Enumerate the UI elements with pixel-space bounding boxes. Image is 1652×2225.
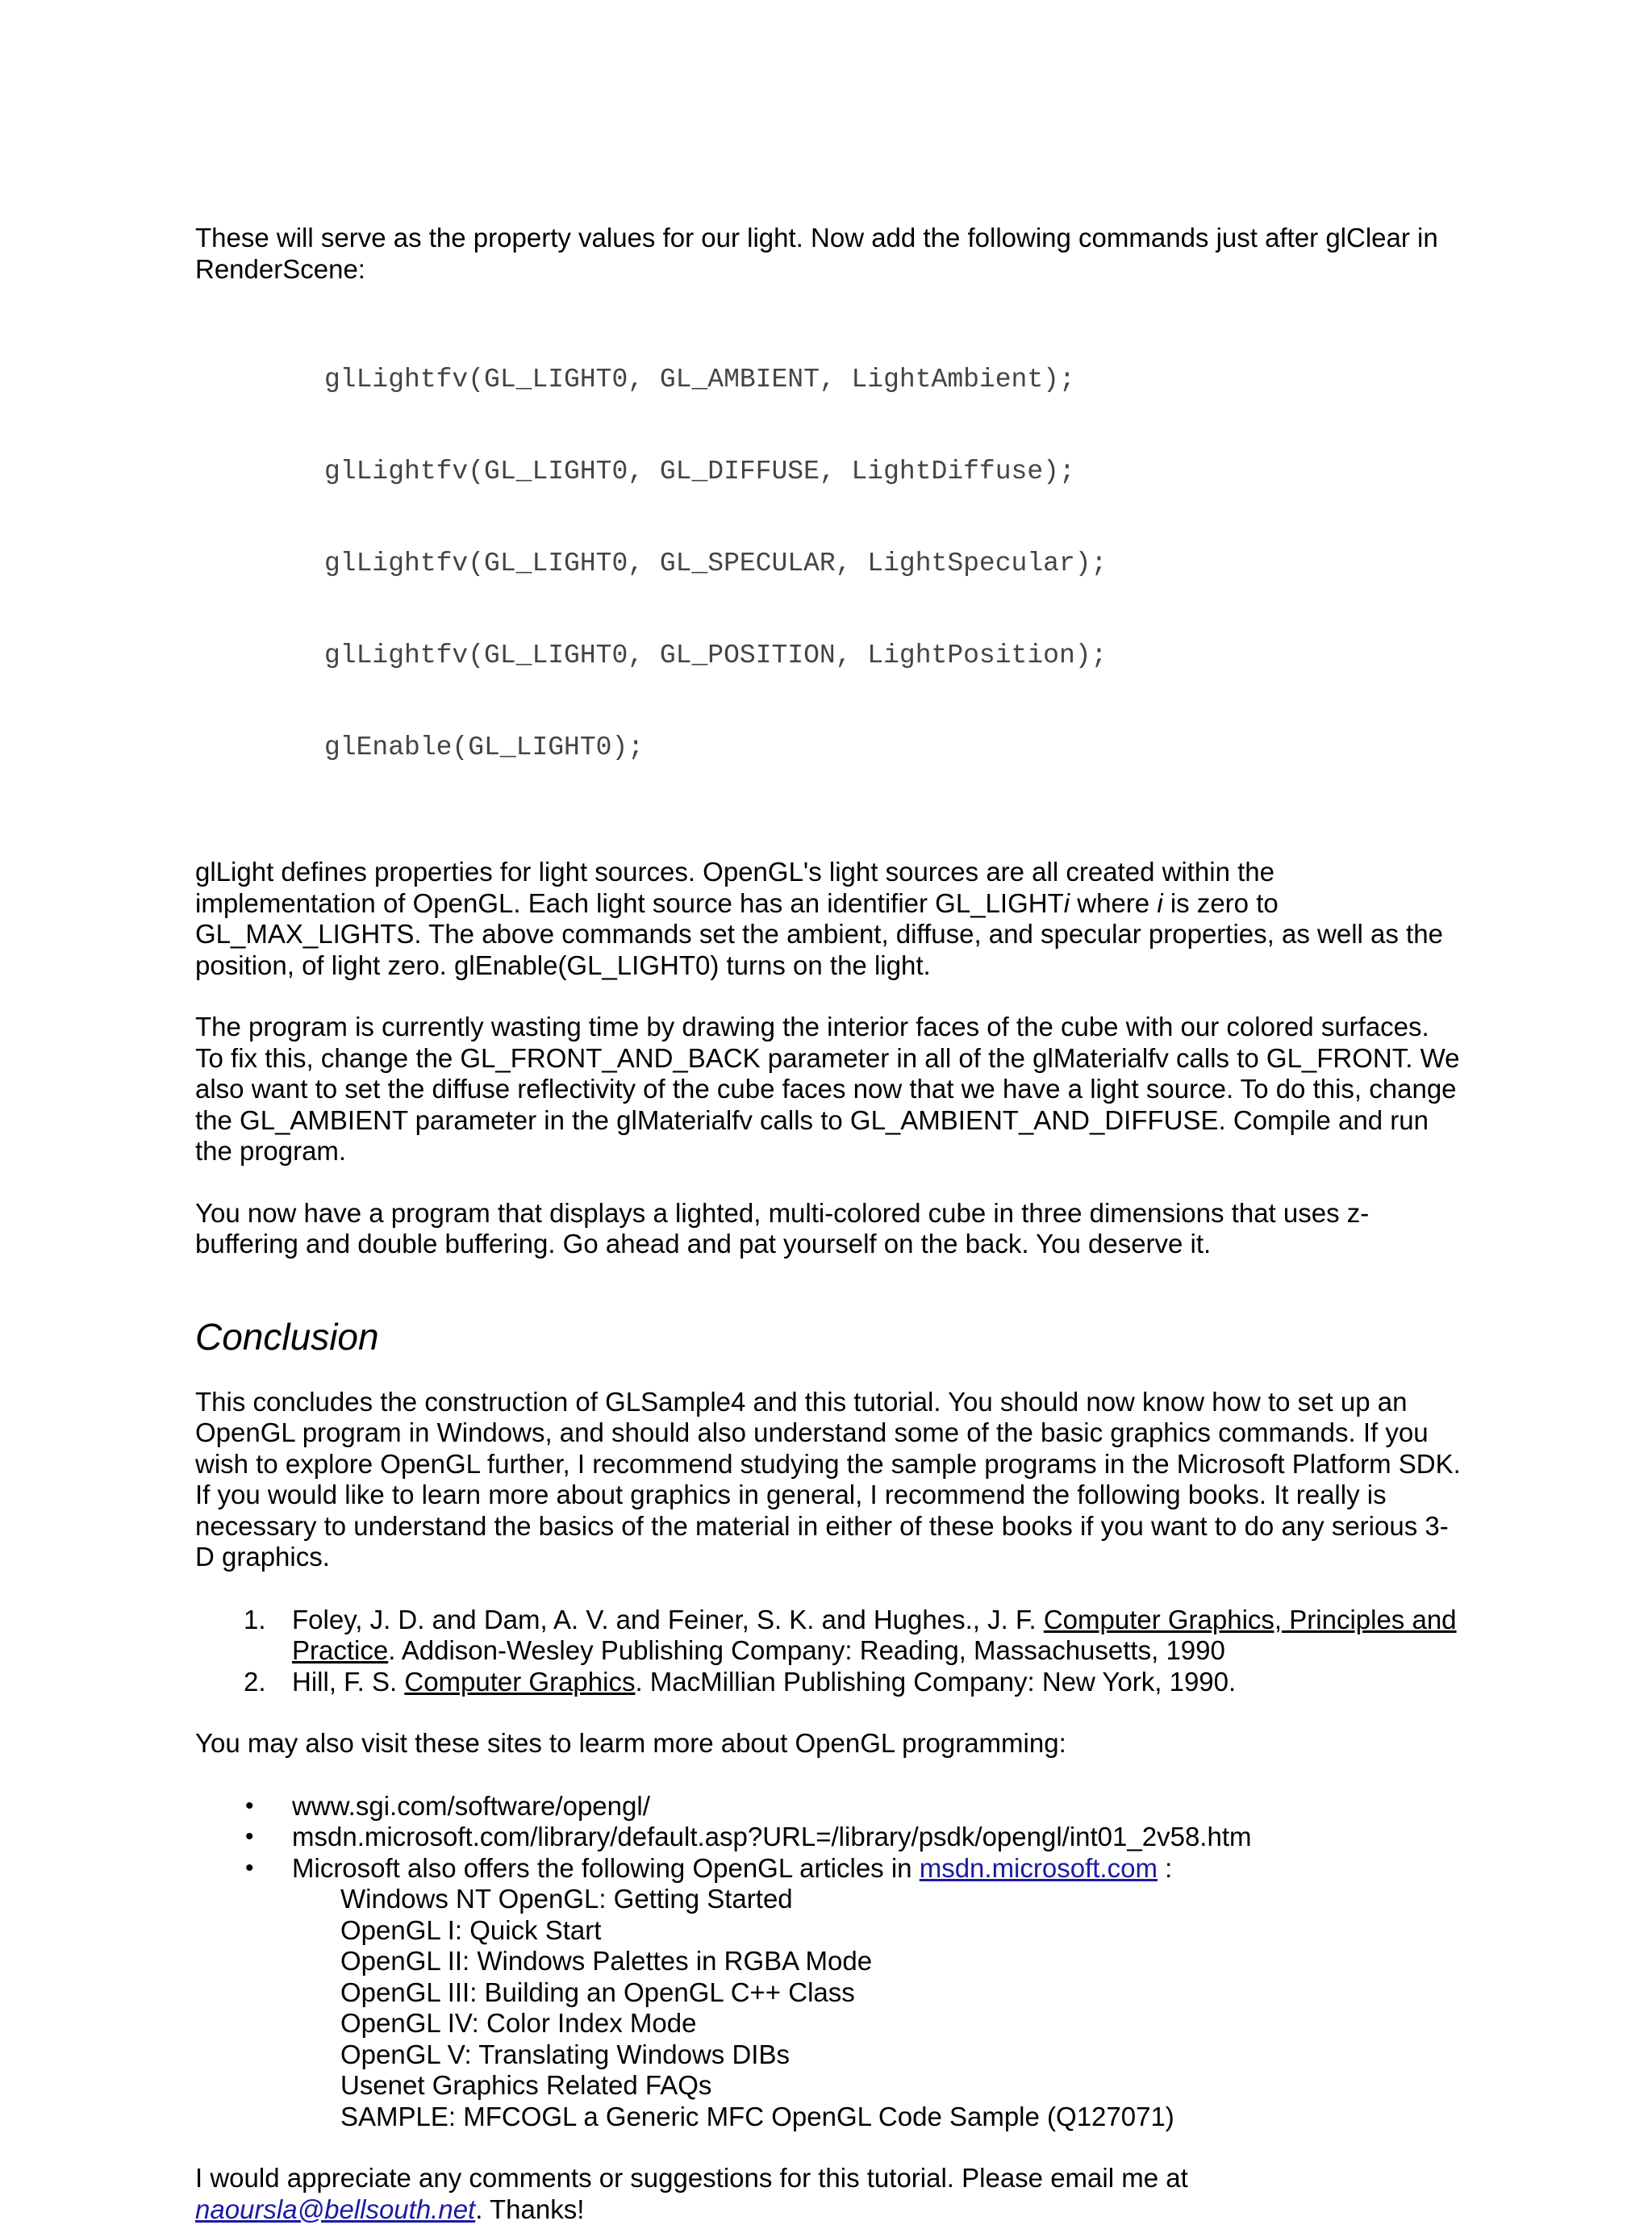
msdn-link[interactable]: msdn.microsoft.com bbox=[919, 1852, 1158, 1883]
code-line: glEnable(GL_LIGHT0); bbox=[324, 733, 645, 762]
code-line: glLightfv(GL_LIGHT0, GL_SPECULAR, LightSpecular); bbox=[324, 549, 1108, 578]
article-item: Windows NT OpenGL: Getting Started bbox=[340, 1884, 793, 1914]
article-item: OpenGL III: Building an OpenGL C++ Class bbox=[340, 1977, 855, 2007]
now-paragraph: You now have a program that displays a lighted, multi-colored cube in three dimensions that uses z-buffering and double buffering. Go ahead and pat yourself on the back. You deserve it. bbox=[195, 1197, 1370, 1259]
closing-text: I would appreciate any comments or suggestions for this tutorial. Please email me at bbox=[195, 2163, 1188, 2193]
article-item: OpenGL V: Translating Windows DIBs bbox=[340, 2039, 790, 2069]
site-suffix: : bbox=[1157, 1852, 1173, 1883]
article-item: Usenet Graphics Related FAQs bbox=[340, 2070, 712, 2100]
gllight-paragraph bbox=[195, 857, 1462, 981]
closing-paragraph bbox=[195, 2163, 1462, 2225]
document-page bbox=[195, 223, 1462, 2225]
reference-title: Computer Graphics, Principles and Practice bbox=[292, 1604, 1457, 1665]
bullet-icon: • bbox=[245, 1823, 254, 1850]
bullet-icon: • bbox=[245, 1792, 254, 1819]
article-item: OpenGL IV: Color Index Mode bbox=[340, 2008, 697, 2038]
reference-list bbox=[195, 1605, 1462, 1698]
article-item: OpenGL II: Windows Palettes in RGBA Mode bbox=[340, 1946, 873, 1976]
site-item bbox=[195, 1791, 1462, 1822]
reference-authors: Foley, J. D. and Dam, A. V. and Feiner, S. K. and Hughes., J. F. bbox=[292, 1604, 1044, 1634]
reference-publisher: . Addison-Wesley Publishing Company: Reading, Massachusetts, 1990 bbox=[388, 1635, 1225, 1665]
intro-paragraph: These will serve as the property values for our light. Now add the following commands just after glClear in RenderScene: bbox=[195, 223, 1438, 284]
closing-suffix: . Thanks! bbox=[475, 2194, 585, 2224]
gllight-text-b: where bbox=[1070, 887, 1158, 918]
sites-list bbox=[195, 1791, 1462, 2133]
site-text: Microsoft also offers the following OpenGL articles in bbox=[292, 1852, 920, 1883]
code-block bbox=[324, 303, 1462, 824]
site-url: www.sgi.com/software/opengl/ bbox=[292, 1790, 650, 1821]
article-item: SAMPLE: MFCOGL a Generic MFC OpenGL Code Sample (Q127071) bbox=[340, 2101, 1174, 2131]
code-line: glLightfv(GL_LIGHT0, GL_DIFFUSE, LightDiffuse); bbox=[324, 457, 1075, 486]
article-item: OpenGL I: Quick Start bbox=[340, 1914, 602, 1945]
code-line: glLightfv(GL_LIGHT0, GL_POSITION, LightPosition); bbox=[324, 641, 1108, 670]
reference-item bbox=[195, 1667, 1462, 1698]
site-item bbox=[195, 1853, 1462, 2133]
email-link[interactable]: naoursla@bellsouth.net bbox=[195, 2194, 476, 2224]
site-item bbox=[195, 1822, 1462, 1853]
conclusion-paragraph: This concludes the construction of GLSample4 and this tutorial. You should now know how to set up an OpenGL program in Windows, and should also understand some of the basic graphics commands. If you wish to explore OpenGL further, I recommend studying the sample programs in the Microsoft Platform SDK. If you would like to learn more about graphics in general, I recommend the following books. It really is necessary to understand the basics of the material in either of these books if you want to do any serious 3-D graphics. bbox=[195, 1386, 1461, 1572]
reference-number: 2. bbox=[244, 1666, 266, 1697]
reference-number: 1. bbox=[244, 1604, 266, 1634]
article-list bbox=[292, 1884, 1462, 2132]
reference-authors: Hill, F. S. bbox=[292, 1666, 405, 1697]
site-url: msdn.microsoft.com/library/default.asp?URL=/library/psdk/opengl/int01_2v58.htm bbox=[292, 1822, 1252, 1851]
sites-intro: You may also visit these sites to learm more about OpenGL programming: bbox=[195, 1728, 1066, 1758]
reference-item bbox=[195, 1605, 1462, 1667]
gllight-text-a: glLight defines properties for light sources. OpenGL's light sources are all created within the implementation of OpenGL. Each light source has an identifier GL_LIGHT bbox=[195, 857, 1275, 918]
italic-i: i bbox=[1157, 887, 1163, 918]
conclusion-heading: Conclusion bbox=[195, 1315, 379, 1358]
gllight-text-c: is zero to GL_MAX_LIGHTS. The above commands set the ambient, diffuse, and specular properties, as well as the position, of light zero. glEnable(GL_LIGHT0) turns on the light. bbox=[195, 887, 1443, 980]
bullet-icon: • bbox=[245, 1854, 254, 1881]
program-paragraph: The program is currently wasting time by drawing the interior faces of the cube with our colored surfaces. To fix this, change the GL_FRONT_AND_BACK parameter in all of the glMaterialfv calls to GL_FRONT. We also want to set the diffuse reflectivity of the cube faces now that we have a light source. To do this, change the GL_AMBIENT parameter in the glMaterialfv calls to GL_AMBIENT_AND_DIFFUSE. Compile and run the program. bbox=[195, 1012, 1460, 1166]
italic-i: i bbox=[1063, 887, 1070, 918]
reference-title: Computer Graphics bbox=[404, 1666, 636, 1697]
reference-publisher: . MacMillian Publishing Company: New York, 1990. bbox=[635, 1666, 1237, 1697]
code-line: glLightfv(GL_LIGHT0, GL_AMBIENT, LightAmbient); bbox=[324, 365, 1075, 394]
